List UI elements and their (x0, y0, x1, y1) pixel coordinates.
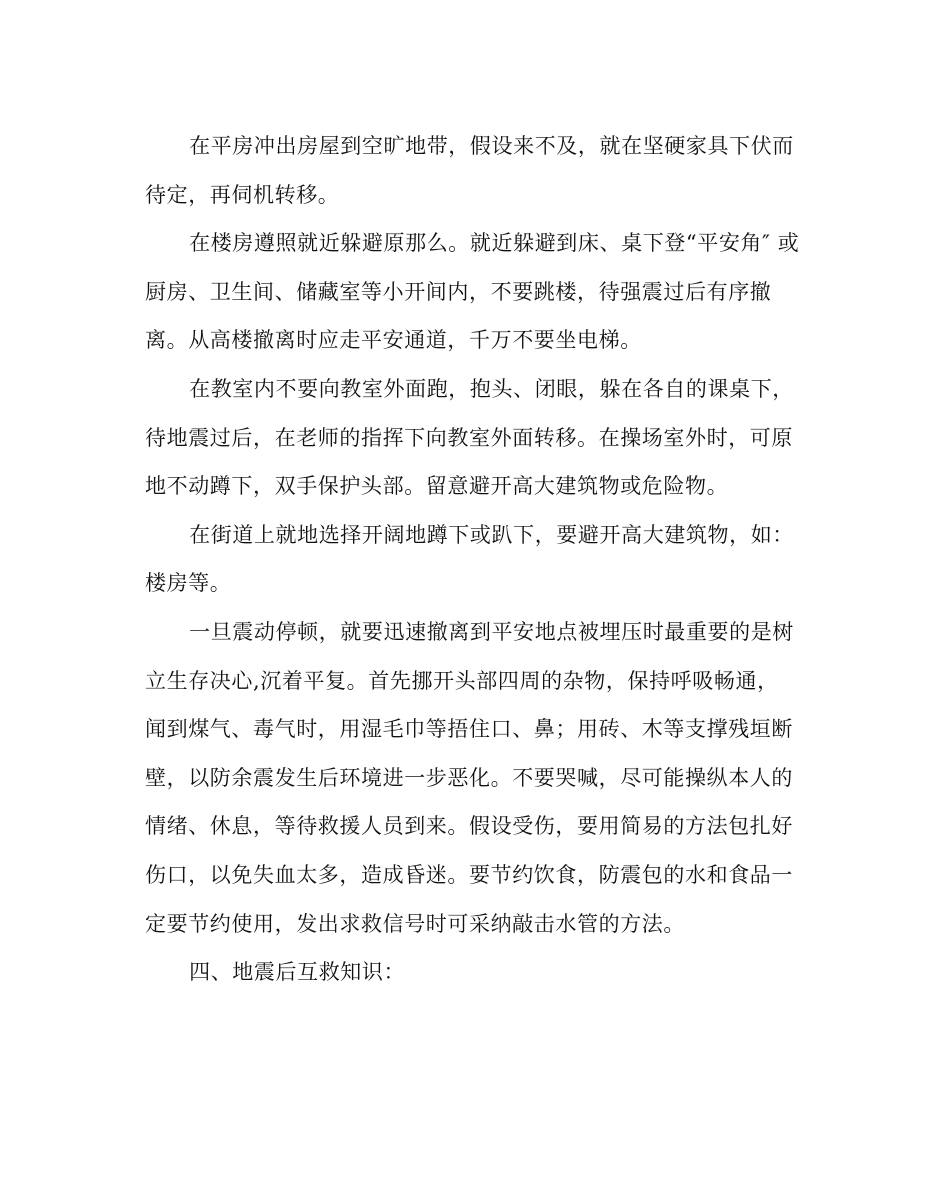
text-line: 在楼房遵照就近躲避原那么。就近躲避到床、桌下登“平安角″ 或 (189, 231, 800, 256)
paragraph-classroom (145, 365, 810, 511)
paragraph-bungalow-escape (145, 122, 810, 219)
text-line: 待定，再伺机转移。 (145, 182, 340, 207)
text-line: 待地震过后，在老师的指挥下向教室外面转移。在操场室外时，可原 (145, 425, 793, 450)
text-line: 在教室内不要向教室外面跑，抱头、闭眼，躲在各自的课桌下， (189, 376, 794, 401)
text-line: 立生存决心,沉着平复。首先挪开头部四周的杂物，保持呼吸畅通， (145, 668, 779, 693)
text-line: 在街道上就地选择开阔地蹲下或趴下，要避开高大建筑物，如： (189, 522, 794, 547)
section-heading-mutual-rescue (145, 948, 810, 997)
text-line: 壁，以防余震发生后环境进一步恶化。不要哭喊，尽可能操纵本人的 (145, 765, 793, 790)
text-line: 一旦震动停顿，就要迅速撤离到平安地点被埋压时最重要的是树 (189, 619, 794, 644)
text-line: 在平房冲出房屋到空旷地带，假设来不及，就在坚硬家具下伏而 (189, 134, 794, 158)
text-line: 厨房、卫生间、储藏室等小开间内，不要跳楼，待强震过后有序撤 (145, 279, 772, 304)
paragraph-building-shelter (145, 219, 810, 365)
text-line: 地不动蹲下，双手保护头部。留意避开高大建筑物或危险物。 (145, 474, 729, 499)
text-line: 定要节约使用，发出求救信号时可采纳敲击水管的方法。 (145, 911, 685, 936)
text-line: 情绪、休息，等待救援人员到来。假设受伤，要用简易的方法包扎好 (145, 814, 793, 839)
text-line: 四、地震后互救知识： (189, 960, 406, 985)
text-line: 楼房等。 (145, 571, 232, 596)
document-body (145, 122, 810, 997)
paragraph-street (145, 511, 810, 608)
text-line: 伤口，以免失血太多，造成昏迷。要节约饮食，防震包的水和食品一 (145, 862, 793, 887)
paragraph-trapped-survival (145, 608, 810, 948)
text-line: 离。从高楼撤离时应走平安通道，千万不要坐电梯。 (145, 328, 642, 353)
text-line: 闻到煤气、毒气时，用湿毛巾等捂住口、鼻；用砖、木等支撑残垣断 (145, 717, 793, 742)
